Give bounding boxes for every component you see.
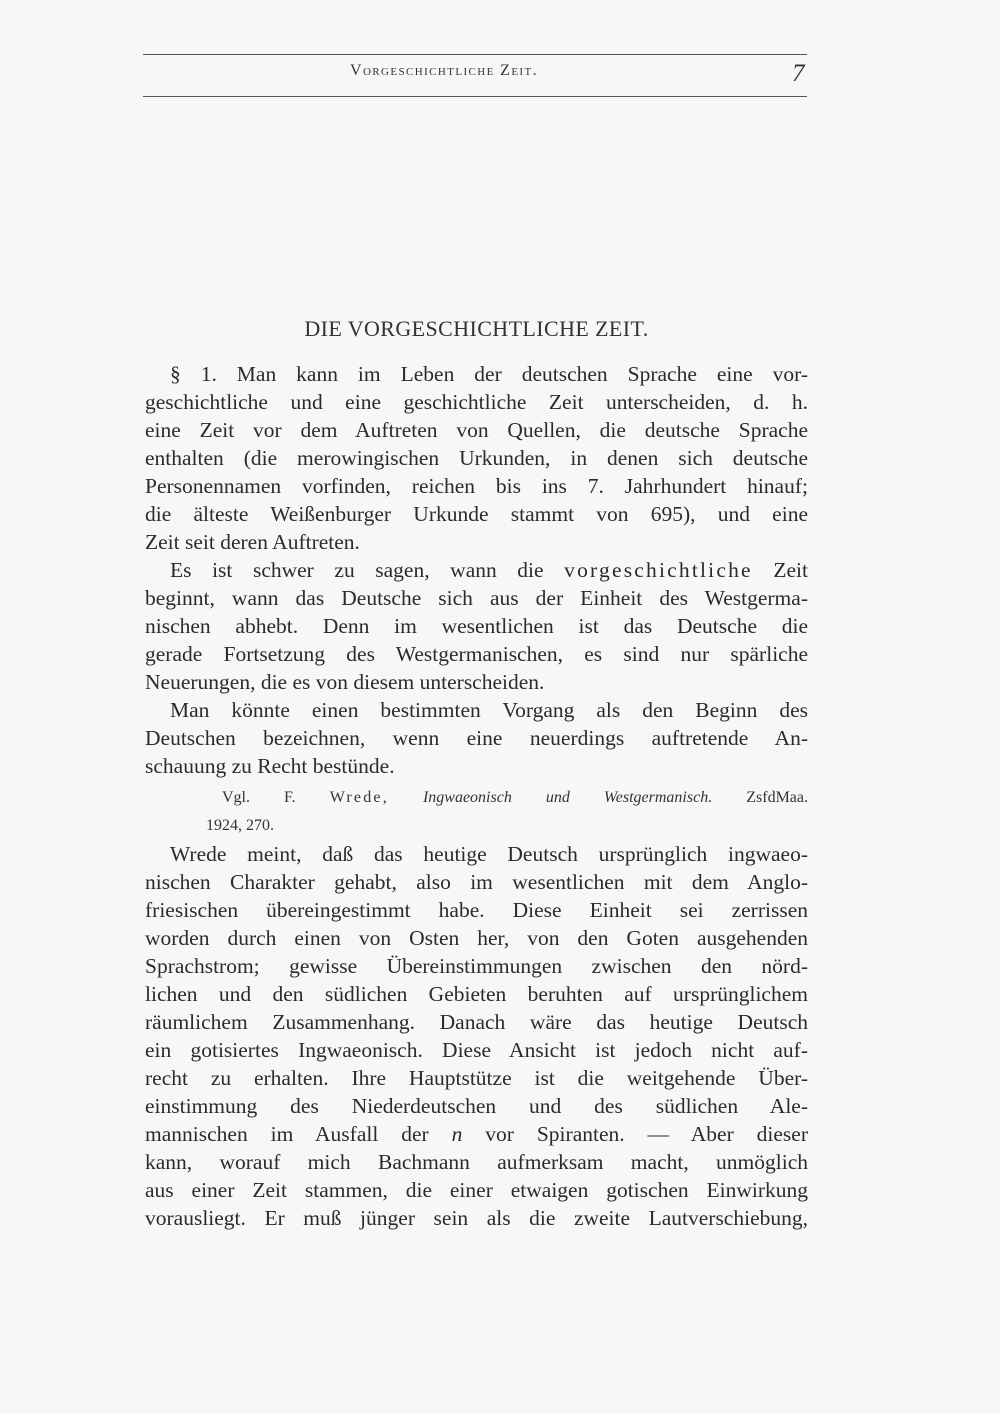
reference-note xyxy=(222,787,808,809)
text-line: geschichtliche und eine geschichtliche Zeit unterscheiden, d. h. xyxy=(145,390,808,414)
note-journal: ZsfdMaa. xyxy=(746,789,809,806)
text-line: eine Zeit vor dem Auftreten von Quellen, die deutsche Sprache xyxy=(145,418,808,442)
note-prefix: Vgl. F. xyxy=(222,789,330,806)
text-line: kann, worauf mich Bachmann aufmerksam macht, unmöglich xyxy=(145,1150,808,1174)
text-run: Es ist schwer zu sagen, wann die xyxy=(170,558,565,582)
text-line: Man könnte einen bestimmten Vorgang als den Beginn des xyxy=(170,698,808,722)
text-line: Neuerungen, die es von diesem unterscheiden. xyxy=(145,670,545,694)
text-line: schauung zu Recht bestünde. xyxy=(145,754,395,778)
text-line: ein gotisiertes Ingwaeonisch. Diese Ansicht ist jedoch nicht auf- xyxy=(145,1038,808,1062)
text-line: Zeit seit deren Auftreten. xyxy=(145,530,360,554)
text-line: friesischen übereingestimmt habe. Diese Einheit sei zerrissen xyxy=(145,898,808,922)
text-line: aus einer Zeit stammen, die einer etwaigen gotischen Einwirkung xyxy=(145,1178,808,1202)
text-line: Wrede meint, daß das heutige Deutsch ursprünglich ingwaeo- xyxy=(170,842,808,866)
italic-letter: n xyxy=(451,1122,463,1146)
header-rule-bottom xyxy=(143,96,807,97)
text-run: mannischen im Ausfall der xyxy=(145,1122,452,1146)
text-run: Zeit xyxy=(752,558,808,582)
header-rule-top xyxy=(143,54,807,55)
text-run: vor Spiranten. — Aber dieser xyxy=(462,1122,808,1146)
running-head-title: Vorgeschichtliche Zeit. xyxy=(350,62,539,79)
note-title: Ingwaeonisch und Westgermanisch. xyxy=(422,789,713,806)
text-line xyxy=(170,556,808,584)
text-line: die älteste Weißenburger Urkunde stammt von 695), und eine xyxy=(145,502,808,526)
text-line: worden durch einen von Osten her, von den Goten ausgehenden xyxy=(145,926,808,950)
text-line: einstimmung des Niederdeutschen und des südlichen Ale- xyxy=(145,1094,808,1118)
text-line: gerade Fortsetzung des Westgermanischen, es sind nur spärliche xyxy=(145,642,808,666)
text-line: enthalten (die merowingischen Urkunden, in denen sich deutsche xyxy=(145,446,808,470)
note-year-page: 1924, 270. xyxy=(206,817,274,834)
text-line: lichen und den südlichen Gebieten beruhten auf ursprünglichem xyxy=(145,982,808,1006)
text-line: recht zu erhalten. Ihre Hauptstütze ist die weitgehende Über- xyxy=(145,1066,808,1090)
text-line: räumlichem Zusammenhang. Danach wäre das heutige Deutsch xyxy=(145,1010,808,1034)
text-line: Deutschen bezeichnen, wenn eine neuerdings auftretende An- xyxy=(145,726,808,750)
text-line: vorausliegt. Er muß jünger sein als die zweite Lautverschiebung, xyxy=(145,1206,808,1230)
text-line: Sprachstrom; gewisse Übereinstimmungen zwischen den nörd- xyxy=(145,954,808,978)
note-author: Wrede, xyxy=(329,789,389,806)
text-line: nischen Charakter gehabt, also im wesentlichen mit dem Anglo- xyxy=(145,870,808,894)
text-line: § 1. Man kann im Leben der deutschen Sprache eine vor- xyxy=(170,362,808,386)
spaced-term: vorgeschichtliche xyxy=(564,558,753,582)
page-number: 7 xyxy=(792,60,805,87)
text-line: nischen abhebt. Denn im wesentlichen ist das Deutsche die xyxy=(145,614,808,638)
text-line: beginnt, wann das Deutsche sich aus der Einheit des Westgerma- xyxy=(145,586,808,610)
text-line: Personennamen vorfinden, reichen bis ins 7. Jahrhundert hinauf; xyxy=(145,474,808,498)
text-line xyxy=(145,1120,808,1148)
chapter-heading: DIE VORGESCHICHTLICHE ZEIT. xyxy=(304,316,649,341)
